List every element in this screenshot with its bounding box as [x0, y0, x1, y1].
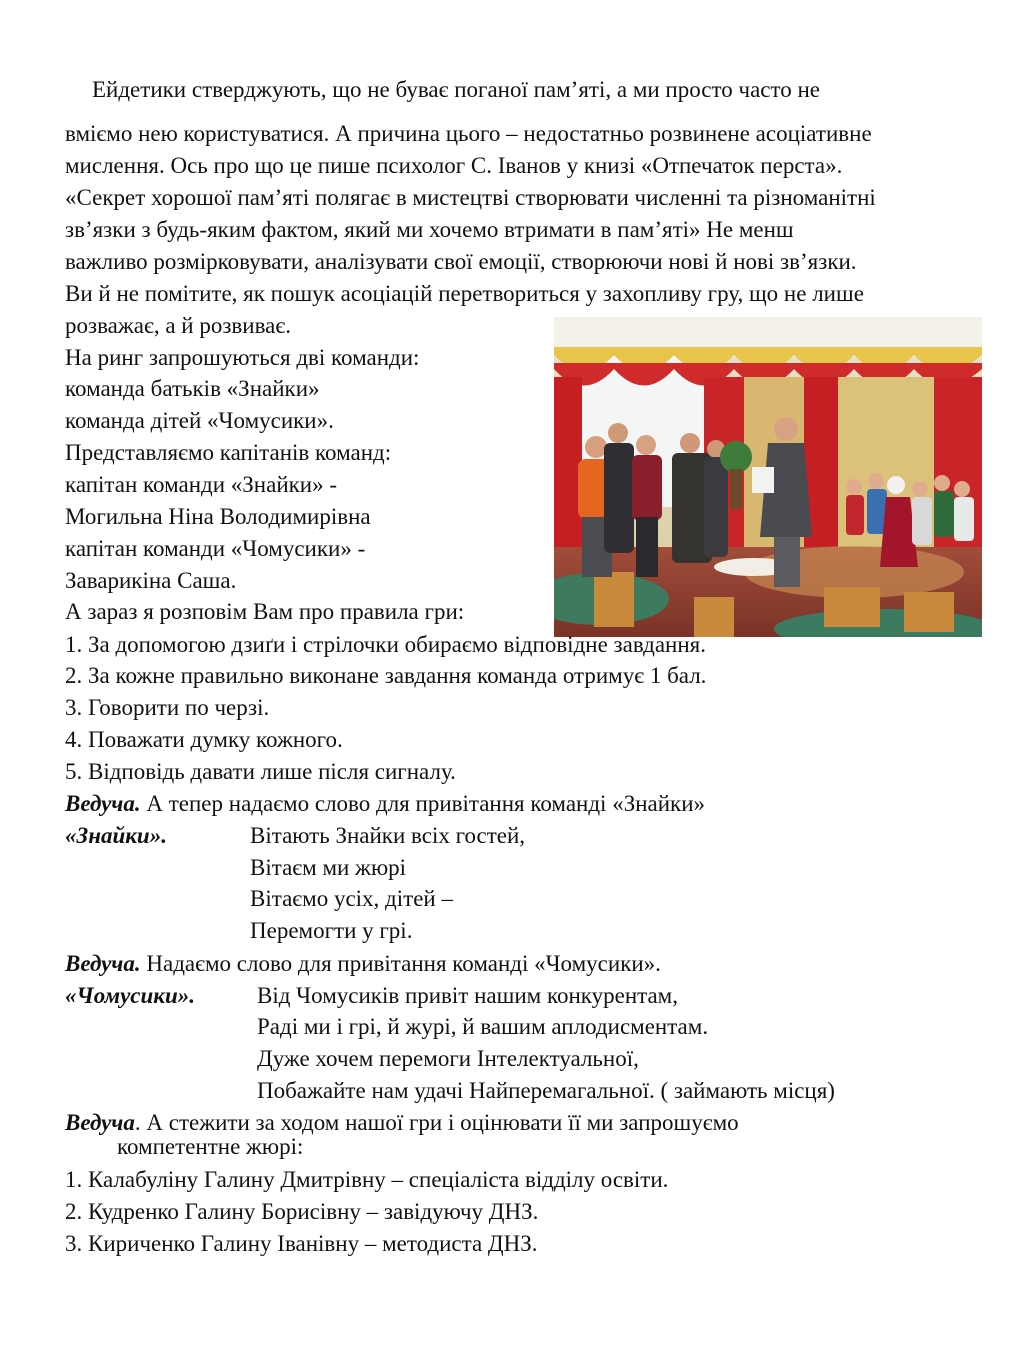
- speaker-label: Ведуча: [65, 1110, 135, 1135]
- jury-item: 3. Кириченко Галину Іванівну – методиста ДНЗ.: [65, 1231, 538, 1256]
- teams-line: команда батьків «Знайки»: [65, 376, 320, 401]
- paragraph-line: мислення. Ось про що це пише психолог С. Іванов у книзі «Отпечаток перста».: [65, 153, 843, 178]
- event-photo: [554, 317, 982, 637]
- paragraph-line: зв’язки з будь-яким фактом, який ми хочемо втримати в пам’яті» Не менш: [65, 217, 794, 242]
- rule-item: 2. За кожне правильно виконане завдання команда отримує 1 бал.: [65, 663, 707, 688]
- verse-line: Раді ми і грі, й журі, й вашим аплодисментам.: [257, 1014, 709, 1039]
- speaker-label: «Знайки».: [65, 823, 167, 848]
- speech-text: А тепер надаємо слово для привітання команді «Знайки»: [140, 791, 706, 816]
- teams-line: Заварикіна Саша.: [65, 568, 237, 593]
- speaker-label: «Чомусики».: [65, 983, 195, 1008]
- verse-line: Вітаємо усіх, дітей –: [250, 886, 453, 911]
- speech-text: . А стежити за ходом нашої гри і оцінювати її ми запрошуємо: [134, 1110, 739, 1135]
- verse-line: Перемогти у грі.: [250, 918, 413, 943]
- paragraph-line: розважає, а й розвиває.: [65, 313, 291, 338]
- teams-line: На ринг запрошуються дві команди:: [65, 345, 420, 370]
- verse-line: Вітають Знайки всіх гостей,: [250, 823, 526, 848]
- paragraph-line: Ви й не помітите, як пошук асоціацій перетвориться у захопливу гру, що не лише: [65, 281, 864, 306]
- teams-line: Могильна Ніна Володимирівна: [65, 504, 371, 529]
- teams-line: А зараз я розповім Вам про правила гри:: [65, 599, 465, 624]
- speech-text: компетентне жюрі:: [117, 1134, 304, 1159]
- teams-line: команда дітей «Чомусики».: [65, 408, 334, 433]
- speech-text: Надаємо слово для привітання команді «Чомусики».: [140, 951, 661, 976]
- verse-line: Побажайте нам удачі Найперемагальної. ( займають місця): [257, 1078, 835, 1103]
- rule-item: 4. Поважати думку кожного.: [65, 727, 343, 752]
- speaker-label: Ведуча.: [65, 951, 141, 976]
- host-line: [65, 788, 705, 820]
- verse-line: Від Чомусиків привіт нашим конкурентам,: [257, 983, 678, 1008]
- paragraph-line: Ейдетики стверджують, що не буває поганої пам’яті, а ми просто часто не: [92, 77, 821, 102]
- rule-item: 3. Говорити по черзі.: [65, 695, 270, 720]
- host-line: [65, 948, 661, 980]
- jury-item: 1. Калабуліну Галину Дмитрівну – спеціаліста відділу освіти.: [65, 1167, 669, 1192]
- jury-item: 2. Кудренко Галину Борисівну – завідуючу ДНЗ.: [65, 1199, 539, 1224]
- paragraph-line: важливо розмірковувати, аналізувати свої емоції, створюючи нові й нові зв’язки.: [65, 249, 857, 274]
- teams-line: капітан команди «Чомусики» -: [65, 536, 366, 561]
- verse-line: Вітаєм ми жюрі: [250, 855, 407, 880]
- rule-item: 5. Відповідь давати лише після сигналу.: [65, 759, 456, 784]
- verse-line: Дуже хочем перемоги Інтелектуальної,: [257, 1046, 639, 1071]
- rule-item: 1. За допомогою дзиґи і стрілочки обираємо відповідне завдання.: [65, 632, 706, 657]
- teams-line: Представляємо капітанів команд:: [65, 440, 392, 465]
- paragraph-line: вміємо нею користуватися. А причина цього – недостатньо розвинене асоціативне: [65, 121, 872, 146]
- paragraph-line: «Секрет хорошої пам’яті полягає в мистецтві створювати численні та різноманітні: [65, 185, 876, 210]
- speaker-label: Ведуча.: [65, 791, 141, 816]
- teams-line: капітан команди «Знайки» -: [65, 472, 338, 497]
